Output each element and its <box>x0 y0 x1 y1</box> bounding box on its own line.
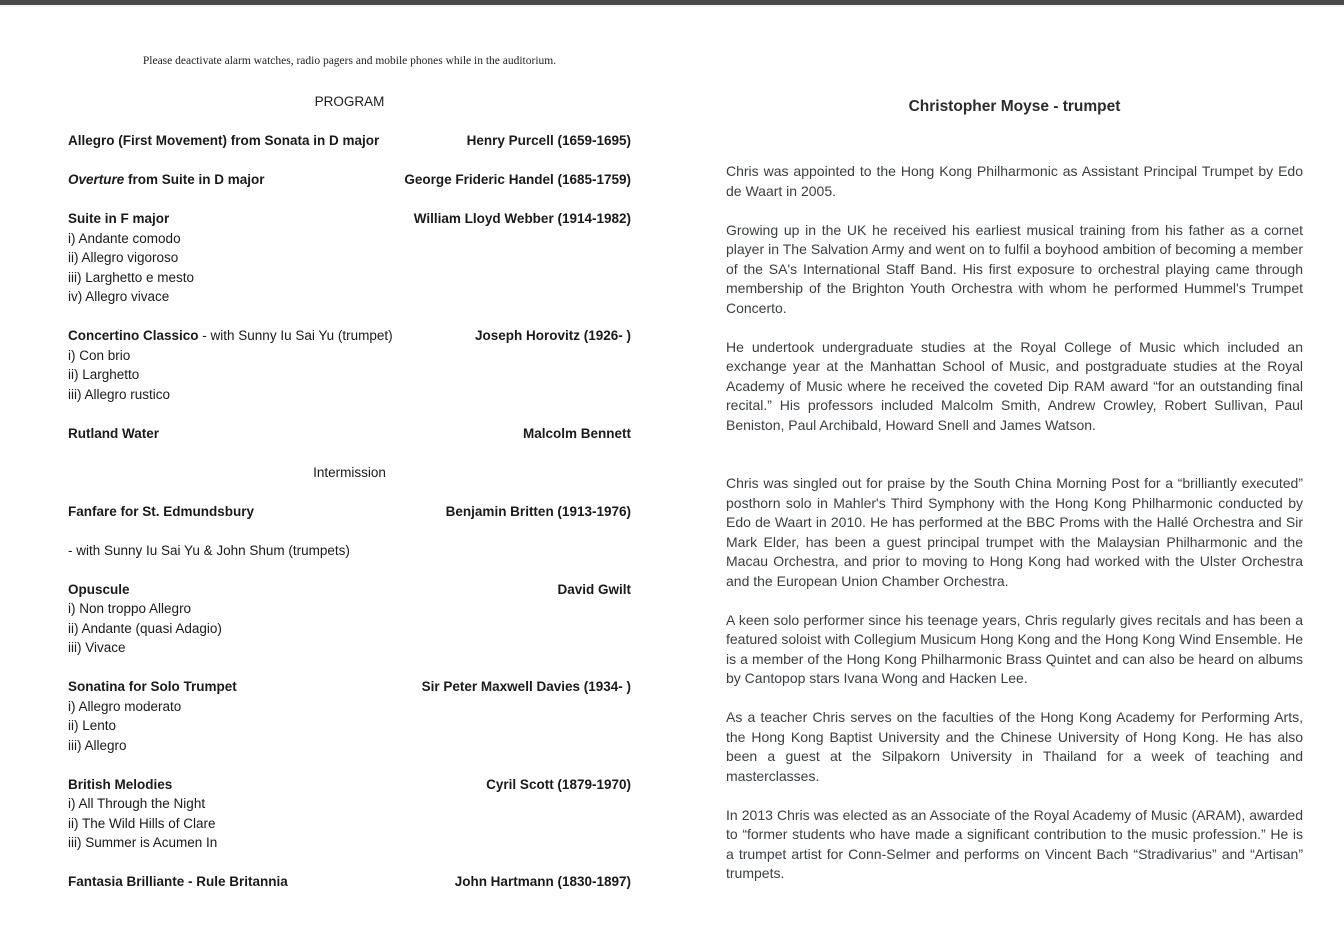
work-title <box>68 170 265 190</box>
work-title-rest: from Suite in D major <box>124 172 265 187</box>
program-item-head <box>68 775 631 795</box>
movement-line: ii) The Wild Hills of Clare <box>68 815 216 831</box>
program-item-head <box>68 326 631 346</box>
program-item <box>68 677 631 755</box>
work-title: British Melodies <box>68 776 173 792</box>
bio-paragraph: A keen solo performer since his teenage years, Chris regularly gives recitals and has been a featured soloist with Collegium Musicum Hong Kong and the Hong Kong Wind Ensemble. He is a member of the Hong Kong Philharmonic Brass Quintet and can also be heard on albums by Cantopop stars Ivana Wong and Hacken Lee. <box>726 611 1303 686</box>
program-item <box>68 502 631 522</box>
movement-line: i) Andante comodo <box>68 230 181 246</box>
movement-line: iii) Allegro <box>68 737 127 753</box>
movement-list <box>68 697 631 756</box>
program-item-head <box>68 131 631 151</box>
composer: David Gwilt <box>557 581 631 597</box>
program-item-head <box>68 424 631 444</box>
bio-paragraph: He undertook undergraduate studies at the Royal College of Music which included an exchange year at the Manhattan School of Music, and postgraduate studies at the Royal Academy of Music where he received the coveted Dip RAM award “for an outstanding final recital.” His professors included Malcolm Smith, Andrew Crowley, Robert Sullivan, Paul Beniston, Paul Archibald, Howard Snell and James Watson. <box>726 338 1303 433</box>
movement-line: ii) Larghetto <box>68 367 140 382</box>
composer: Sir Peter Maxwell Davies (1934- ) <box>421 679 631 694</box>
intermission-label: Intermission <box>313 464 386 480</box>
program-item-head <box>68 580 631 600</box>
movement-line: iv) Allegro vivace <box>68 289 170 304</box>
performers-note: - with Sunny Iu Sai Yu & John Shum (trumpets) <box>68 542 350 558</box>
work-title <box>68 326 393 346</box>
composer: Benjamin Britten (1913-1976) <box>445 503 631 519</box>
composer: William Lloyd Webber (1914-1982) <box>413 211 631 226</box>
movement-line: ii) Andante (quasi Adagio) <box>68 620 222 636</box>
movement-line: ii) Lento <box>68 718 117 733</box>
program-item-head <box>68 502 631 522</box>
work-title: Fanfare for St. Edmundsbury <box>68 503 255 519</box>
biography-title: Christopher Moyse - trumpet <box>908 98 1121 115</box>
work-title: Opuscule <box>68 581 130 597</box>
movement-list <box>68 229 631 307</box>
program-item <box>68 326 631 404</box>
movement-line: iii) Larghetto e mesto <box>68 269 195 285</box>
composer: John Hartmann (1830-1897) <box>454 874 631 889</box>
movement-line: i) Con brio <box>68 347 131 363</box>
biography-page <box>726 0 1303 884</box>
movement-line: iii) Allegro rustico <box>68 386 171 402</box>
movement-list <box>68 599 631 658</box>
work-title: Fantasia Brilliante - Rule Britannia <box>68 874 288 889</box>
program-item <box>68 131 631 151</box>
work-title-bold: Concertino Classico <box>68 328 199 343</box>
program-heading: PROGRAM <box>314 94 385 109</box>
work-title-italic: Overture <box>68 172 125 187</box>
program-item <box>68 580 631 658</box>
work-title: Sonatina for Solo Trumpet <box>68 679 237 694</box>
composer: Malcolm Bennett <box>522 425 631 441</box>
work-title: Rutland Water <box>68 425 159 441</box>
bio-paragraph: As a teacher Chris serves on the faculties of the Hong Kong Academy for Performing Arts, the Hong Kong Baptist University and the Chinese University of Hong Kong. He has also been a guest at the Silpakorn University in Thailand for a week of teaching and masterclasses. <box>726 709 1303 784</box>
program-item-head <box>68 170 631 190</box>
movement-line: i) Non troppo Allegro <box>68 601 192 616</box>
program-item <box>68 775 631 853</box>
movement-list <box>68 346 631 405</box>
bio-paragraph: In 2013 Chris was elected as an Associate of the Royal Academy of Music (ARAM), awarded to “former students who have made a significant contribution to the music profession.” He is a trumpet artist for Conn-Selmer and performs on Vincent Bach “Stradivarius” and “Artisan” trumpets. <box>726 806 1303 881</box>
composer: Joseph Horovitz (1926- ) <box>474 328 631 343</box>
bio-paragraph: Growing up in the UK he received his earliest musical training from his father as a cornet player in The Salvation Army and went on to fulfil a boyhood ambition of becoming a member of the SA's International Staff Band. His first exposure to orchestral playing came through membership of the Brighton Youth Orchestra with whom he performed Hummel's Trumpet Concerto. <box>726 221 1303 316</box>
movement-line: iii) Vivace <box>68 640 126 655</box>
composer: George Frideric Handel (1685-1759) <box>404 172 631 187</box>
bio-paragraph: Chris was singled out for praise by the South China Morning Post for a “brilliantly executed” posthorn solo in Mahler's Third Symphony with the Hong Kong Philharmonic conducted by Edo de Waart in 2010. He has performed at the BBC Proms with the Hallé Orchestra and Sir Mark Elder, has been a guest principal trumpet with the Malaysian Philharmonic and the Macau Orchestra, and prior to moving to Hong Kong had worked with the Ulster Orchestra and the European Union Chamber Orchestra. <box>726 475 1303 589</box>
program-item <box>68 170 631 190</box>
auditorium-notice: Please deactivate alarm watches, radio pagers and mobile phones while in the auditorium. <box>142 55 557 67</box>
bio-paragraph: Chris was appointed to the Hong Kong Philharmonic as Assistant Principal Trumpet by Edo de Waart in 2005. <box>726 163 1303 199</box>
work-title: Allegro (First Movement) from Sonata in D major <box>68 133 380 148</box>
program-item <box>68 872 631 892</box>
work-title: Suite in F major <box>68 211 170 226</box>
work-title-note: - with Sunny Iu Sai Yu (trumpet) <box>198 328 393 343</box>
movement-line: i) All Through the Night <box>68 796 206 811</box>
program-item-head <box>68 209 631 229</box>
program-item <box>68 209 631 307</box>
movement-list <box>68 794 631 853</box>
composer: Cyril Scott (1879-1970) <box>486 776 631 792</box>
program-item <box>68 424 631 444</box>
program-list <box>68 131 631 892</box>
program-page <box>68 0 631 911</box>
composer: Henry Purcell (1659-1695) <box>466 133 631 148</box>
movement-line: ii) Allegro vigoroso <box>68 250 179 265</box>
movement-line: iii) Summer is Acumen In <box>68 835 218 850</box>
program-item-head <box>68 872 631 892</box>
movement-line: i) Allegro moderato <box>68 698 182 714</box>
program-item-head <box>68 677 631 697</box>
